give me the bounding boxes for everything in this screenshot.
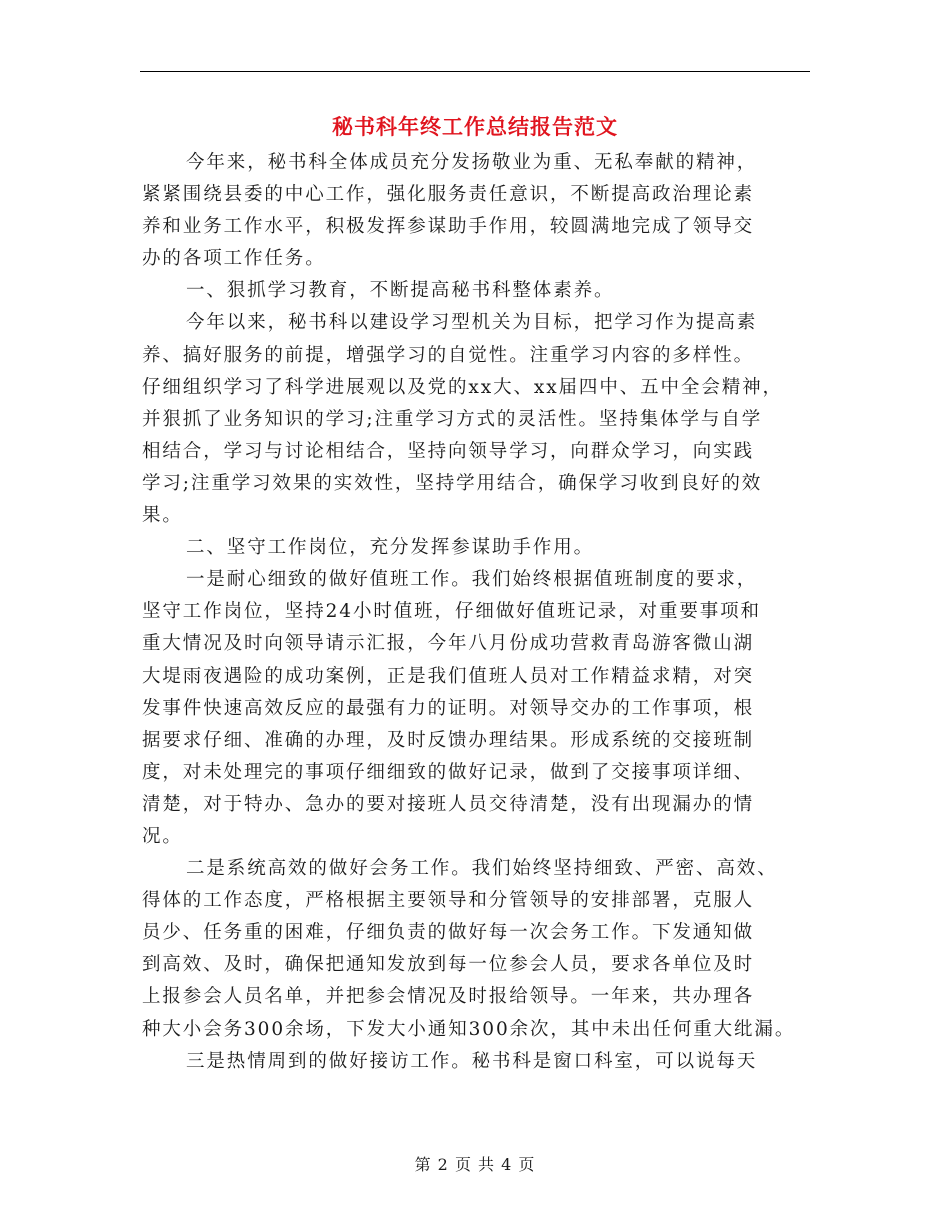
text-line: 仔细组织学习了科学进展观以及党的xx大、xx届四中、五中全会精神， xyxy=(142,376,783,398)
text-line: 清楚，对于特办、急办的要对接班人员交待清楚，没有出现漏办的情 xyxy=(142,793,755,815)
text-line: 况。 xyxy=(142,825,183,847)
text-line: 大堤雨夜遇险的成功案例，正是我们值班人员对工作精益求精，对突 xyxy=(142,665,755,687)
text-line: 果。 xyxy=(142,505,183,527)
document-title: 秘书科年终工作总结报告范文 xyxy=(332,114,618,139)
text-line: 今年以来，秘书科以建设学习型机关为目标，把学习作为提高素 xyxy=(186,312,758,334)
text-line: 重大情况及时向领导请示汇报，今年八月份成功营救青岛游客微山湖 xyxy=(142,633,755,655)
text-line: 二是系统高效的做好会务工作。我们始终坚持细致、严密、高效、 xyxy=(186,858,778,880)
text-line: 员少、任务重的困难，仔细负责的做好每一次会务工作。下发通知做 xyxy=(142,922,755,944)
text-line: 种大小会务300余场，下发大小通知300余次，其中未出任何重大纰漏。 xyxy=(142,1018,796,1040)
text-line: 办的各项工作任务。 xyxy=(142,248,326,270)
text-line: 一、狠抓学习教育，不断提高秘书科整体素养。 xyxy=(186,280,615,302)
text-line: 今年来，秘书科全体成员充分发扬敬业为重、无私奉献的精神， xyxy=(186,152,758,173)
page-number: 第 2 页 共 4 页 xyxy=(414,1155,536,1174)
text-line: 二、坚守工作岗位，充分发挥参谋助手作用。 xyxy=(186,537,595,559)
text-line: 度，对未处理完的事项仔细细致的做好记录，做到了交接事项详细、 xyxy=(142,761,755,783)
text-line: 据要求仔细、准确的办理，及时反馈办理结果。形成系统的交接班制 xyxy=(142,729,755,751)
text-line: 养和业务工作水平，积极发挥参谋助手作用，较圆满地完成了领导交 xyxy=(142,216,755,238)
text-line: 学习;注重学习效果的实效性，坚持学用结合，确保学习收到良好的效 xyxy=(142,472,763,494)
text-line: 一是耐心细致的做好值班工作。我们始终根据值班制度的要求， xyxy=(186,569,758,591)
text-line: 并狠抓了业务知识的学习;注重学习方式的灵活性。坚持集体学与自学 xyxy=(142,408,763,430)
text-line: 养、搞好服务的前提，增强学习的自觉性。注重学习内容的多样性。 xyxy=(142,344,755,366)
text-line: 上报参会人员名单，并把参会情况及时报给领导。一年来，共办理各 xyxy=(142,986,755,1008)
text-line: 到高效、及时，确保把通知发放到每一位参会人员，要求各单位及时 xyxy=(142,954,755,976)
text-line: 紧紧围绕县委的中心工作，强化服务责任意识，不断提高政治理论素 xyxy=(142,184,755,206)
text-line: 坚守工作岗位，坚持24小时值班，仔细做好值班记录，对重要事项和 xyxy=(142,601,761,623)
document-body xyxy=(142,147,822,1078)
text-line: 相结合，学习与讨论相结合，坚持向领导学习，向群众学习，向实践 xyxy=(142,440,755,462)
header-rule xyxy=(140,71,810,72)
text-line: 三是热情周到的做好接访工作。秘书科是窗口科室，可以说每天 xyxy=(186,1050,758,1072)
text-line: 得体的工作态度，严格根据主要领导和分管领导的安排部署，克服人 xyxy=(142,890,755,912)
text-line: 发事件快速高效反应的最强有力的证明。对领导交办的工作事项，根 xyxy=(142,697,755,719)
